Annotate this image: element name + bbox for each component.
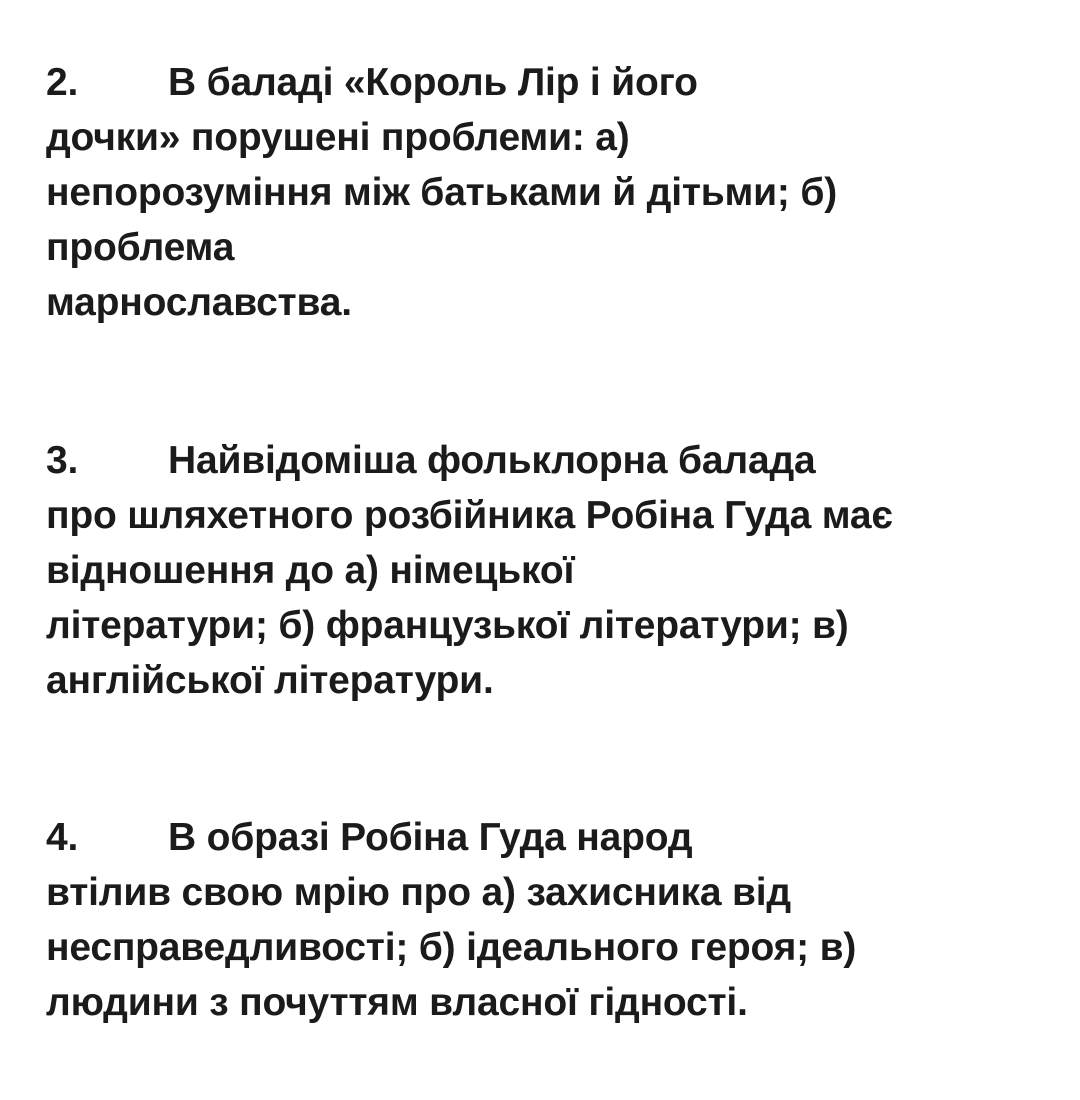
question-first-line (46, 810, 1046, 865)
question-3 (46, 433, 1046, 708)
question-text-line: несправедливості; б) ідеального героя; в) (46, 926, 857, 969)
question-text-line: марнославства. (46, 281, 352, 324)
question-text-line: людини з почуттям власної гідності. (46, 981, 748, 1024)
question-4 (46, 810, 1046, 1030)
question-text-line: дочки» порушені проблеми: а) (46, 116, 630, 159)
question-text-line: В образі Робіна Гуда народ (168, 816, 693, 859)
question-text-line: англійської літератури. (46, 659, 494, 702)
question-number: 3. (46, 439, 79, 482)
question-text-line: проблема (46, 226, 235, 269)
question-text-line: Найвідоміша фольклорна балада (168, 439, 816, 482)
question-text-line: літератури; б) французької літератури; в) (46, 604, 849, 647)
question-first-line (46, 433, 1046, 488)
question-number: 2. (46, 61, 79, 104)
question-2 (46, 55, 1046, 330)
question-text-line: про шляхетного розбійника Робіна Гуда має (46, 494, 893, 537)
question-number: 4. (46, 816, 79, 859)
question-text-line: втілив свою мрію про а) захисника від (46, 871, 791, 914)
question-text-line: В баладі «Король Лір і його (168, 61, 698, 104)
question-first-line (46, 55, 1046, 110)
question-text-line: відношення до а) німецької (46, 549, 575, 592)
question-text-line: непорозуміння між батьками й дітьми; б) (46, 171, 838, 214)
